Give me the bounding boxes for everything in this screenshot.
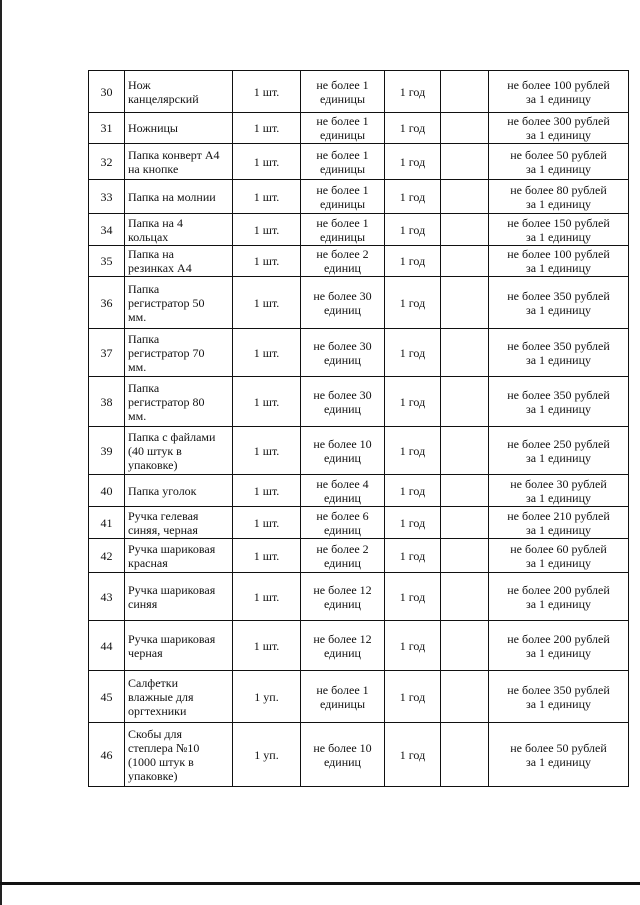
empty-cell [441,246,489,277]
unit [233,671,301,723]
unit [233,573,301,621]
unit [233,246,301,277]
term [385,539,441,573]
term [385,427,441,475]
item-name [125,144,233,180]
price [489,277,629,329]
quantity [301,214,385,246]
row-number-text: 44 [100,638,113,653]
unit-text: 1 шт. [253,189,280,204]
row-number-text: 34 [100,222,113,237]
quantity-text: не более 30 единиц [313,338,372,367]
item-name-text: Папка с файлами (40 штук в упаковке) [128,429,216,472]
unit-text: 1 шт. [253,443,280,458]
table-row [89,113,629,144]
unit [233,113,301,144]
scan-edge-bottom [0,882,640,885]
row-number [89,573,125,621]
unit [233,180,301,214]
table-row [89,475,629,507]
row-number-text: 38 [100,394,113,409]
item-name-text: Ручка гелевая синяя, черная [128,508,199,537]
term [385,723,441,787]
table-row [89,377,629,427]
price-text: не более 50 рублей за 1 единицу [510,740,607,769]
row-number-text: 39 [100,443,113,458]
item-name [125,214,233,246]
term-text: 1 год [399,154,426,169]
empty-cell [441,723,489,787]
quantity-text: не более 1 единицы [316,77,369,106]
empty-cell [441,621,489,671]
price-text: не более 60 рублей за 1 единицу [510,541,607,570]
item-name [125,475,233,507]
quantity-text: не более 6 единиц [316,508,369,537]
row-number [89,621,125,671]
quantity [301,475,385,507]
row-number-text: 31 [100,121,113,135]
unit-text: 1 шт. [253,154,280,169]
item-name [125,621,233,671]
unit-text: 1 шт. [253,254,280,268]
price-text: не более 100 рублей за 1 единицу [507,247,610,275]
price [489,329,629,377]
table-row [89,621,629,671]
row-number-text: 42 [100,548,113,563]
row-number-text: 45 [100,689,113,704]
unit-text: 1 шт. [253,638,280,653]
table-row [89,71,629,113]
term [385,246,441,277]
price-text: не более 210 рублей за 1 единицу [507,508,610,537]
row-number-text: 40 [100,483,113,498]
term-text: 1 год [399,189,426,204]
quantity-text: не более 1 единицы [316,114,369,142]
price-text: не более 350 рублей за 1 единицу [507,387,610,416]
quantity [301,180,385,214]
price [489,573,629,621]
quantity-text: не более 30 единиц [313,387,372,416]
quantity [301,573,385,621]
term-text: 1 год [399,443,426,458]
unit-text: 1 шт. [253,222,280,237]
item-name [125,277,233,329]
price [489,246,629,277]
unit [233,507,301,539]
unit-text: 1 шт. [253,84,280,99]
unit-text: 1 шт. [253,483,280,498]
unit-text: 1 уп. [254,747,279,762]
item-name-text: Папка конверт А4 на кнопке [128,147,220,176]
item-name [125,539,233,573]
term [385,475,441,507]
item-name-text: Салфетки влажные для оргтехники [128,675,194,718]
price-text: не более 100 рублей за 1 единицу [507,77,610,106]
price-text: не более 350 рублей за 1 единицу [507,338,610,367]
price [489,539,629,573]
term [385,377,441,427]
item-name [125,507,233,539]
term [385,573,441,621]
unit-text: 1 шт. [253,589,280,604]
empty-cell [441,71,489,113]
quantity [301,277,385,329]
row-number-text: 30 [100,84,113,99]
term [385,671,441,723]
price-text: не более 250 рублей за 1 единицу [507,436,610,465]
quantity [301,621,385,671]
row-number-text: 43 [100,589,113,604]
supplies-table [88,70,629,787]
quantity [301,377,385,427]
quantity-text: не более 1 единицы [316,147,369,176]
unit [233,723,301,787]
empty-cell [441,277,489,329]
table-row [89,671,629,723]
quantity [301,246,385,277]
term-text: 1 год [399,345,426,360]
quantity-text: не более 1 единицы [316,682,369,711]
table-row [89,277,629,329]
item-name-text: Папка уголок [128,483,197,498]
term-text: 1 год [399,84,426,99]
item-name-text: Ручка шариковая красная [128,541,216,570]
table-row [89,539,629,573]
term [385,277,441,329]
row-number-text: 41 [100,515,113,530]
quantity [301,144,385,180]
empty-cell [441,539,489,573]
unit [233,475,301,507]
row-number [89,246,125,277]
item-name-text: Папка на 4 кольцах [128,215,183,244]
row-number [89,427,125,475]
quantity [301,723,385,787]
row-number [89,277,125,329]
table-row [89,427,629,475]
empty-cell [441,475,489,507]
term-text: 1 год [399,254,426,268]
term-text: 1 год [399,394,426,409]
quantity-text: не более 30 единиц [313,288,372,317]
price [489,71,629,113]
item-name-text: Папка регистратор 50 мм. [128,281,205,324]
scan-edge-left [0,0,2,905]
item-name-text: Скобы для степлера №10 (1000 штук в упаковке) [128,726,200,783]
term-text: 1 год [399,121,426,135]
term [385,71,441,113]
price [489,475,629,507]
price [489,113,629,144]
price-text: не более 350 рублей за 1 единицу [507,682,610,711]
quantity [301,329,385,377]
item-name-text: Папка на молнии [128,189,216,204]
unit [233,427,301,475]
item-name [125,246,233,277]
price-text: не более 80 рублей за 1 единицу [510,182,607,211]
table-row [89,507,629,539]
empty-cell [441,329,489,377]
table-row [89,573,629,621]
row-number [89,113,125,144]
unit [233,214,301,246]
table-row [89,329,629,377]
row-number-text: 46 [100,747,113,762]
price-text: не более 30 рублей за 1 единицу [510,476,607,505]
unit [233,277,301,329]
row-number [89,329,125,377]
price [489,144,629,180]
row-number-text: 36 [100,295,113,310]
empty-cell [441,214,489,246]
table-row [89,246,629,277]
item-name-text: Ножницы [128,121,178,135]
item-name [125,71,233,113]
row-number-text: 37 [100,345,113,360]
quantity-text: не более 2 единиц [316,247,369,275]
quantity [301,507,385,539]
price-text: не более 200 рублей за 1 единицу [507,582,610,611]
row-number-text: 35 [100,254,113,268]
empty-cell [441,113,489,144]
quantity [301,71,385,113]
unit-text: 1 шт. [253,345,280,360]
unit-text: 1 шт. [253,548,280,563]
row-number [89,723,125,787]
price [489,180,629,214]
item-name-text: Папка регистратор 70 мм. [128,331,205,374]
quantity [301,113,385,144]
row-number [89,475,125,507]
item-name [125,573,233,621]
quantity-text: не более 2 единиц [316,541,369,570]
term-text: 1 год [399,222,426,237]
item-name-text: Ручка шариковая черная [128,631,216,660]
unit-text: 1 шт. [253,394,280,409]
term [385,144,441,180]
table-row [89,723,629,787]
item-name [125,723,233,787]
price [489,214,629,246]
quantity-text: не более 10 единиц [313,740,372,769]
unit-text: 1 шт. [253,295,280,310]
table-row [89,180,629,214]
price-text: не более 200 рублей за 1 единицу [507,631,610,660]
item-name-text: Папка на резинках А4 [128,247,192,275]
item-name [125,329,233,377]
item-name [125,180,233,214]
item-name-text: Ручка шариковая синяя [128,582,216,611]
empty-cell [441,507,489,539]
empty-cell [441,144,489,180]
term [385,180,441,214]
row-number [89,144,125,180]
price-text: не более 150 рублей за 1 единицу [507,215,610,244]
empty-cell [441,180,489,214]
price-text: не более 300 рублей за 1 единицу [507,114,610,142]
quantity [301,427,385,475]
row-number [89,214,125,246]
empty-cell [441,573,489,621]
term [385,621,441,671]
row-number [89,180,125,214]
quantity [301,539,385,573]
price [489,507,629,539]
quantity-text: не более 10 единиц [313,436,372,465]
empty-cell [441,377,489,427]
unit [233,539,301,573]
term [385,214,441,246]
quantity-text: не более 12 единиц [313,582,372,611]
unit-text: 1 шт. [253,515,280,530]
term-text: 1 год [399,638,426,653]
row-number [89,507,125,539]
term [385,113,441,144]
price-text: не более 50 рублей за 1 единицу [510,147,607,176]
row-number [89,377,125,427]
unit [233,71,301,113]
empty-cell [441,427,489,475]
table-row [89,144,629,180]
price-text: не более 350 рублей за 1 единицу [507,288,610,317]
price [489,427,629,475]
item-name-text: Папка регистратор 80 мм. [128,380,205,423]
term [385,329,441,377]
unit-text: 1 уп. [254,689,279,704]
quantity-text: не более 1 единицы [316,182,369,211]
term-text: 1 год [399,483,426,498]
item-name [125,377,233,427]
item-name [125,113,233,144]
term-text: 1 год [399,747,426,762]
unit [233,144,301,180]
table-row [89,214,629,246]
row-number [89,539,125,573]
row-number [89,71,125,113]
term-text: 1 год [399,515,426,530]
term-text: 1 год [399,589,426,604]
row-number [89,671,125,723]
table-body [89,71,629,787]
unit [233,377,301,427]
price [489,377,629,427]
unit-text: 1 шт. [253,121,280,135]
term [385,507,441,539]
term-text: 1 год [399,689,426,704]
unit [233,621,301,671]
term-text: 1 год [399,295,426,310]
unit [233,329,301,377]
quantity-text: не более 12 единиц [313,631,372,660]
item-name [125,671,233,723]
quantity [301,671,385,723]
quantity-text: не более 1 единицы [316,215,369,244]
item-name [125,427,233,475]
row-number-text: 32 [100,154,113,169]
price [489,621,629,671]
quantity-text: не более 4 единиц [316,476,369,505]
price [489,671,629,723]
term-text: 1 год [399,548,426,563]
empty-cell [441,671,489,723]
row-number-text: 33 [100,189,113,204]
price [489,723,629,787]
item-name-text: Нож канцелярский [128,77,199,106]
